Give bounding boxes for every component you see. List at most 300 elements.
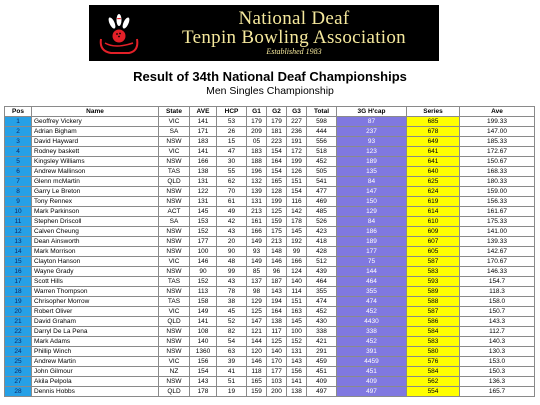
cell-three-game-hcap: 452 <box>337 307 407 317</box>
cell-state: NSW <box>159 337 190 347</box>
cell-state: NSW <box>159 157 190 167</box>
table-row <box>5 177 535 187</box>
cell-average: 153.0 <box>460 357 535 367</box>
cell-name: Wayne Grady <box>32 267 159 277</box>
cell-average: 141.00 <box>460 227 535 237</box>
cell-name: Darryl De La Pena <box>32 327 159 337</box>
cell-state: NZ <box>159 367 190 377</box>
cell-g2: 125 <box>267 207 287 217</box>
cell-total: 355 <box>307 287 337 297</box>
cell-g3: 192 <box>287 237 307 247</box>
cell-total: 469 <box>307 197 337 207</box>
cell-total: 291 <box>307 347 337 357</box>
cell-series: 610 <box>407 217 460 227</box>
cell-ave: 141 <box>190 147 217 157</box>
cell-g3: 227 <box>287 117 307 127</box>
table-row <box>5 157 535 167</box>
cell-three-game-hcap: 123 <box>337 147 407 157</box>
cell-name: Andrew Mallinson <box>32 167 159 177</box>
cell-total: 418 <box>307 237 337 247</box>
cell-name: Garry Le Breton <box>32 187 159 197</box>
cell-pos: 7 <box>5 177 32 187</box>
table-row <box>5 137 535 147</box>
cell-series: 625 <box>407 177 460 187</box>
cell-g1: 118 <box>247 367 267 377</box>
cell-average: 180.33 <box>460 177 535 187</box>
cell-ave: 166 <box>190 157 217 167</box>
cell-state: ACT <box>159 207 190 217</box>
cell-ave: 171 <box>190 127 217 137</box>
cell-series: 624 <box>407 187 460 197</box>
cell-series: 641 <box>407 157 460 167</box>
table-row <box>5 297 535 307</box>
cell-pos: 24 <box>5 347 32 357</box>
cell-average: 150.7 <box>460 307 535 317</box>
cell-name: Robert Oliver <box>32 307 159 317</box>
cell-average: 185.33 <box>460 137 535 147</box>
cell-g1: 93 <box>247 247 267 257</box>
cell-pos: 5 <box>5 157 32 167</box>
cell-hcp: 52 <box>217 317 247 327</box>
cell-g3: 151 <box>287 297 307 307</box>
cell-average: 168.33 <box>460 167 535 177</box>
cell-hcp: 45 <box>217 307 247 317</box>
cell-hcp: 78 <box>217 287 247 297</box>
cell-total: 598 <box>307 117 337 127</box>
banner-title-line1: National Deaf <box>238 8 350 29</box>
cell-state: QLD <box>159 177 190 187</box>
cell-ave: 122 <box>190 187 217 197</box>
cell-state: NSW <box>159 377 190 387</box>
cell-ave: 138 <box>190 167 217 177</box>
cell-pos: 21 <box>5 317 32 327</box>
banner-established: Established 1983 <box>266 47 322 56</box>
table-row <box>5 267 535 277</box>
cell-state: NSW <box>159 287 190 297</box>
cell-pos: 4 <box>5 147 32 157</box>
cell-g1: 146 <box>247 357 267 367</box>
cell-g3: 138 <box>287 387 307 397</box>
cell-total: 421 <box>307 337 337 347</box>
cell-three-game-hcap: 147 <box>337 187 407 197</box>
cell-g3: 145 <box>287 317 307 327</box>
cell-name: Rodney baskett <box>32 147 159 157</box>
cell-g1: 149 <box>247 237 267 247</box>
cell-three-game-hcap: 87 <box>337 117 407 127</box>
cell-g1: 179 <box>247 117 267 127</box>
cell-three-game-hcap: 75 <box>337 257 407 267</box>
cell-three-game-hcap: 84 <box>337 177 407 187</box>
cell-g2: 175 <box>267 227 287 237</box>
cell-hcp: 39 <box>217 357 247 367</box>
cell-pos: 22 <box>5 327 32 337</box>
cell-three-game-hcap: 4430 <box>337 317 407 327</box>
cell-series: 685 <box>407 117 460 127</box>
cell-name: Mark Morrison <box>32 247 159 257</box>
cell-pos: 3 <box>5 137 32 147</box>
cell-series: 576 <box>407 357 460 367</box>
header-average: Ave <box>460 107 535 117</box>
cell-state: SA <box>159 217 190 227</box>
cell-name: Chrisopher Morrow <box>32 297 159 307</box>
cell-hcp: 54 <box>217 337 247 347</box>
cell-g3: 141 <box>287 377 307 387</box>
table-row <box>5 207 535 217</box>
cell-series: 584 <box>407 327 460 337</box>
cell-hcp: 26 <box>217 127 247 137</box>
cell-series: 593 <box>407 277 460 287</box>
header-ave: AVE <box>190 107 217 117</box>
cell-g2: 143 <box>267 287 287 297</box>
cell-g2: 138 <box>267 317 287 327</box>
cell-three-game-hcap: 93 <box>337 137 407 147</box>
header-banner <box>89 5 439 61</box>
header-total: Total <box>307 107 337 117</box>
cell-g2: 154 <box>267 147 287 157</box>
cell-average: 150.3 <box>460 367 535 377</box>
cell-state: NSW <box>159 247 190 257</box>
cell-pos: 8 <box>5 187 32 197</box>
cell-g2: 213 <box>267 237 287 247</box>
cell-three-game-hcap: 129 <box>337 207 407 217</box>
cell-ave: 90 <box>190 267 217 277</box>
cell-three-game-hcap: 186 <box>337 227 407 237</box>
cell-g2: 148 <box>267 247 287 257</box>
cell-name: Mark Parkinson <box>32 207 159 217</box>
cell-ave: 143 <box>190 377 217 387</box>
cell-name: Phillip Winch <box>32 347 159 357</box>
cell-state: TAS <box>159 277 190 287</box>
cell-three-game-hcap: 4459 <box>337 357 407 367</box>
cell-average: 118.3 <box>460 287 535 297</box>
cell-total: 444 <box>307 127 337 137</box>
cell-g3: 126 <box>287 167 307 177</box>
cell-pos: 13 <box>5 237 32 247</box>
cell-total: 497 <box>307 387 337 397</box>
cell-total: 428 <box>307 247 337 257</box>
cell-g2: 187 <box>267 277 287 287</box>
cell-g1: 120 <box>247 347 267 357</box>
cell-series: 641 <box>407 147 460 157</box>
cell-series: 589 <box>407 287 460 297</box>
cell-state: NSW <box>159 237 190 247</box>
table-row <box>5 127 535 137</box>
cell-three-game-hcap: 189 <box>337 237 407 247</box>
table-row <box>5 327 535 337</box>
cell-state: VIC <box>159 307 190 317</box>
cell-total: 409 <box>307 377 337 387</box>
cell-state: QLD <box>159 317 190 327</box>
cell-g1: 213 <box>247 207 267 217</box>
cell-name: Glenn mcMartin <box>32 177 159 187</box>
cell-total: 439 <box>307 267 337 277</box>
cell-three-game-hcap: 84 <box>337 217 407 227</box>
cell-total: 464 <box>307 277 337 287</box>
cell-g1: 144 <box>247 337 267 347</box>
cell-ave: 146 <box>190 257 217 267</box>
cell-average: 146.33 <box>460 267 535 277</box>
cell-name: Calven Cheung <box>32 227 159 237</box>
cell-average: 159.00 <box>460 187 535 197</box>
cell-g1: 165 <box>247 377 267 387</box>
cell-pos: 16 <box>5 267 32 277</box>
cell-g3: 143 <box>287 357 307 367</box>
cell-average: 156.33 <box>460 197 535 207</box>
cell-g3: 116 <box>287 197 307 207</box>
table-row <box>5 187 535 197</box>
cell-g3: 178 <box>287 217 307 227</box>
cell-total: 556 <box>307 137 337 147</box>
cell-average: 136.3 <box>460 377 535 387</box>
cell-ave: 156 <box>190 357 217 367</box>
cell-g3: 166 <box>287 257 307 267</box>
cell-g3: 156 <box>287 367 307 377</box>
cell-g2: 223 <box>267 137 287 147</box>
header-3g-hcap: 3G H'cap <box>337 107 407 117</box>
cell-total: 338 <box>307 327 337 337</box>
cell-series: 583 <box>407 267 460 277</box>
cell-ave: 152 <box>190 277 217 287</box>
table-row <box>5 197 535 207</box>
cell-series: 605 <box>407 247 460 257</box>
cell-pos: 6 <box>5 167 32 177</box>
cell-ave: 158 <box>190 297 217 307</box>
results-table <box>4 106 535 397</box>
cell-ave: 152 <box>190 227 217 237</box>
table-row <box>5 387 535 397</box>
cell-pos: 2 <box>5 127 32 137</box>
cell-average: 150.67 <box>460 157 535 167</box>
cell-g3: 131 <box>287 347 307 357</box>
cell-three-game-hcap: 391 <box>337 347 407 357</box>
cell-average: 130.3 <box>460 347 535 357</box>
table-row <box>5 317 535 327</box>
cell-average: 199.33 <box>460 117 535 127</box>
cell-three-game-hcap: 452 <box>337 337 407 347</box>
cell-g1: 159 <box>247 387 267 397</box>
cell-three-game-hcap: 135 <box>337 167 407 177</box>
cell-state: NSW <box>159 267 190 277</box>
cell-three-game-hcap: 497 <box>337 387 407 397</box>
cell-g3: 151 <box>287 177 307 187</box>
table-row <box>5 357 535 367</box>
cell-state: VIC <box>159 117 190 127</box>
cell-state: SA <box>159 127 190 137</box>
cell-g1: 166 <box>247 227 267 237</box>
cell-hcp: 30 <box>217 157 247 167</box>
cell-g2: 199 <box>267 197 287 207</box>
cell-g3: 100 <box>287 327 307 337</box>
table-row <box>5 237 535 247</box>
cell-g2: 164 <box>267 157 287 167</box>
cell-pos: 17 <box>5 277 32 287</box>
cell-g2: 146 <box>267 257 287 267</box>
table-header-row <box>5 107 535 117</box>
cell-average: 158.0 <box>460 297 535 307</box>
cell-g1: 121 <box>247 327 267 337</box>
cell-g3: 145 <box>287 227 307 237</box>
cell-ave: 145 <box>190 207 217 217</box>
cell-series: 584 <box>407 367 460 377</box>
cell-pos: 10 <box>5 207 32 217</box>
cell-g1: 161 <box>247 217 267 227</box>
cell-series: 607 <box>407 237 460 247</box>
cell-g2: 154 <box>267 167 287 177</box>
cell-ave: 113 <box>190 287 217 297</box>
cell-ave: 141 <box>190 117 217 127</box>
cell-average: 165.7 <box>460 387 535 397</box>
cell-series: 587 <box>407 257 460 267</box>
cell-state: TAS <box>159 167 190 177</box>
cell-pos: 25 <box>5 357 32 367</box>
cell-pos: 23 <box>5 337 32 347</box>
cell-state: VIC <box>159 147 190 157</box>
cell-three-game-hcap: 474 <box>337 297 407 307</box>
cell-hcp: 99 <box>217 267 247 277</box>
cell-ave: 177 <box>190 237 217 247</box>
cell-name: Stephen Driscoll <box>32 217 159 227</box>
header-state: State <box>159 107 190 117</box>
cell-total: 477 <box>307 187 337 197</box>
cell-pos: 28 <box>5 387 32 397</box>
cell-total: 485 <box>307 207 337 217</box>
page-subtitle: Men Singles Championship <box>206 85 334 97</box>
cell-series: 588 <box>407 297 460 307</box>
table-row <box>5 367 535 377</box>
cell-hcp: 63 <box>217 347 247 357</box>
cell-three-game-hcap: 144 <box>337 267 407 277</box>
cell-hcp: 48 <box>217 257 247 267</box>
cell-name: Scott Hills <box>32 277 159 287</box>
cell-g2: 117 <box>267 327 287 337</box>
cell-hcp: 20 <box>217 237 247 247</box>
cell-g1: 129 <box>247 297 267 307</box>
cell-hcp: 41 <box>217 367 247 377</box>
cell-g2: 96 <box>267 267 287 277</box>
cell-average: 161.67 <box>460 207 535 217</box>
cell-name: Akila Pelpola <box>32 377 159 387</box>
cell-total: 452 <box>307 307 337 317</box>
cell-ave: 108 <box>190 327 217 337</box>
cell-state: NSW <box>159 347 190 357</box>
cell-name: Dennis Hobbs <box>32 387 159 397</box>
cell-ave: 140 <box>190 337 217 347</box>
cell-hcp: 55 <box>217 167 247 177</box>
table-row <box>5 307 535 317</box>
cell-hcp: 43 <box>217 227 247 237</box>
cell-name: David Graham <box>32 317 159 327</box>
cell-total: 430 <box>307 317 337 327</box>
cell-total: 459 <box>307 357 337 367</box>
cell-hcp: 19 <box>217 387 247 397</box>
cell-g2: 179 <box>267 117 287 127</box>
cell-pos: 19 <box>5 297 32 307</box>
cell-total: 541 <box>307 177 337 187</box>
cell-pos: 12 <box>5 227 32 237</box>
cell-three-game-hcap: 409 <box>337 377 407 387</box>
cell-ave: 131 <box>190 177 217 187</box>
cell-g2: 128 <box>267 187 287 197</box>
cell-g2: 177 <box>267 367 287 377</box>
cell-series: 586 <box>407 317 460 327</box>
cell-hcp: 53 <box>217 117 247 127</box>
table-row <box>5 257 535 267</box>
cell-total: 474 <box>307 297 337 307</box>
cell-three-game-hcap: 464 <box>337 277 407 287</box>
cell-average: 170.67 <box>460 257 535 267</box>
cell-g3: 199 <box>287 157 307 167</box>
cell-series: 562 <box>407 377 460 387</box>
cell-g3: 154 <box>287 187 307 197</box>
cell-average: 142.67 <box>460 247 535 257</box>
cell-name: Clayton Hanson <box>32 257 159 267</box>
cell-name: Mark Adams <box>32 337 159 347</box>
cell-pos: 18 <box>5 287 32 297</box>
cell-name: Adrian Bigham <box>32 127 159 137</box>
cell-series: 678 <box>407 127 460 137</box>
cell-average: 175.33 <box>460 217 535 227</box>
cell-ave: 131 <box>190 197 217 207</box>
cell-series: 614 <box>407 207 460 217</box>
table-row <box>5 117 535 127</box>
cell-series: 649 <box>407 137 460 147</box>
cell-name: John Gilmour <box>32 367 159 377</box>
cell-state: NSW <box>159 197 190 207</box>
cell-ave: 149 <box>190 307 217 317</box>
cell-pos: 11 <box>5 217 32 227</box>
cell-g2: 164 <box>267 307 287 317</box>
cell-pos: 9 <box>5 197 32 207</box>
cell-ave: 141 <box>190 317 217 327</box>
cell-g1: 147 <box>247 317 267 327</box>
cell-g1: 132 <box>247 177 267 187</box>
cell-g1: 05 <box>247 137 267 147</box>
cell-three-game-hcap: 355 <box>337 287 407 297</box>
table-row <box>5 217 535 227</box>
table-row <box>5 227 535 237</box>
table-row <box>5 277 535 287</box>
table-row <box>5 247 535 257</box>
cell-state: NSW <box>159 227 190 237</box>
cell-g1: 131 <box>247 197 267 207</box>
cell-hcp: 15 <box>217 137 247 147</box>
cell-hcp: 70 <box>217 187 247 197</box>
cell-g2: 159 <box>267 217 287 227</box>
cell-g3: 152 <box>287 337 307 347</box>
cell-name: Warren Thompson <box>32 287 159 297</box>
table-row <box>5 337 535 347</box>
cell-name: Kingsley Williams <box>32 157 159 167</box>
cell-g3: 191 <box>287 137 307 147</box>
cell-state: VIC <box>159 257 190 267</box>
cell-g2: 181 <box>267 127 287 137</box>
cell-g1: 98 <box>247 287 267 297</box>
cell-g1: 137 <box>247 277 267 287</box>
cell-pos: 1 <box>5 117 32 127</box>
cell-pos: 14 <box>5 247 32 257</box>
cell-name: Geoffrey Vickery <box>32 117 159 127</box>
cell-g3: 142 <box>287 207 307 217</box>
cell-g1: 209 <box>247 127 267 137</box>
cell-g2: 200 <box>267 387 287 397</box>
cell-g3: 99 <box>287 247 307 257</box>
table-row <box>5 147 535 157</box>
cell-series: 583 <box>407 337 460 347</box>
cell-g3: 114 <box>287 287 307 297</box>
header-g1: G1 <box>247 107 267 117</box>
cell-pos: 27 <box>5 377 32 387</box>
cell-g3: 172 <box>287 147 307 157</box>
